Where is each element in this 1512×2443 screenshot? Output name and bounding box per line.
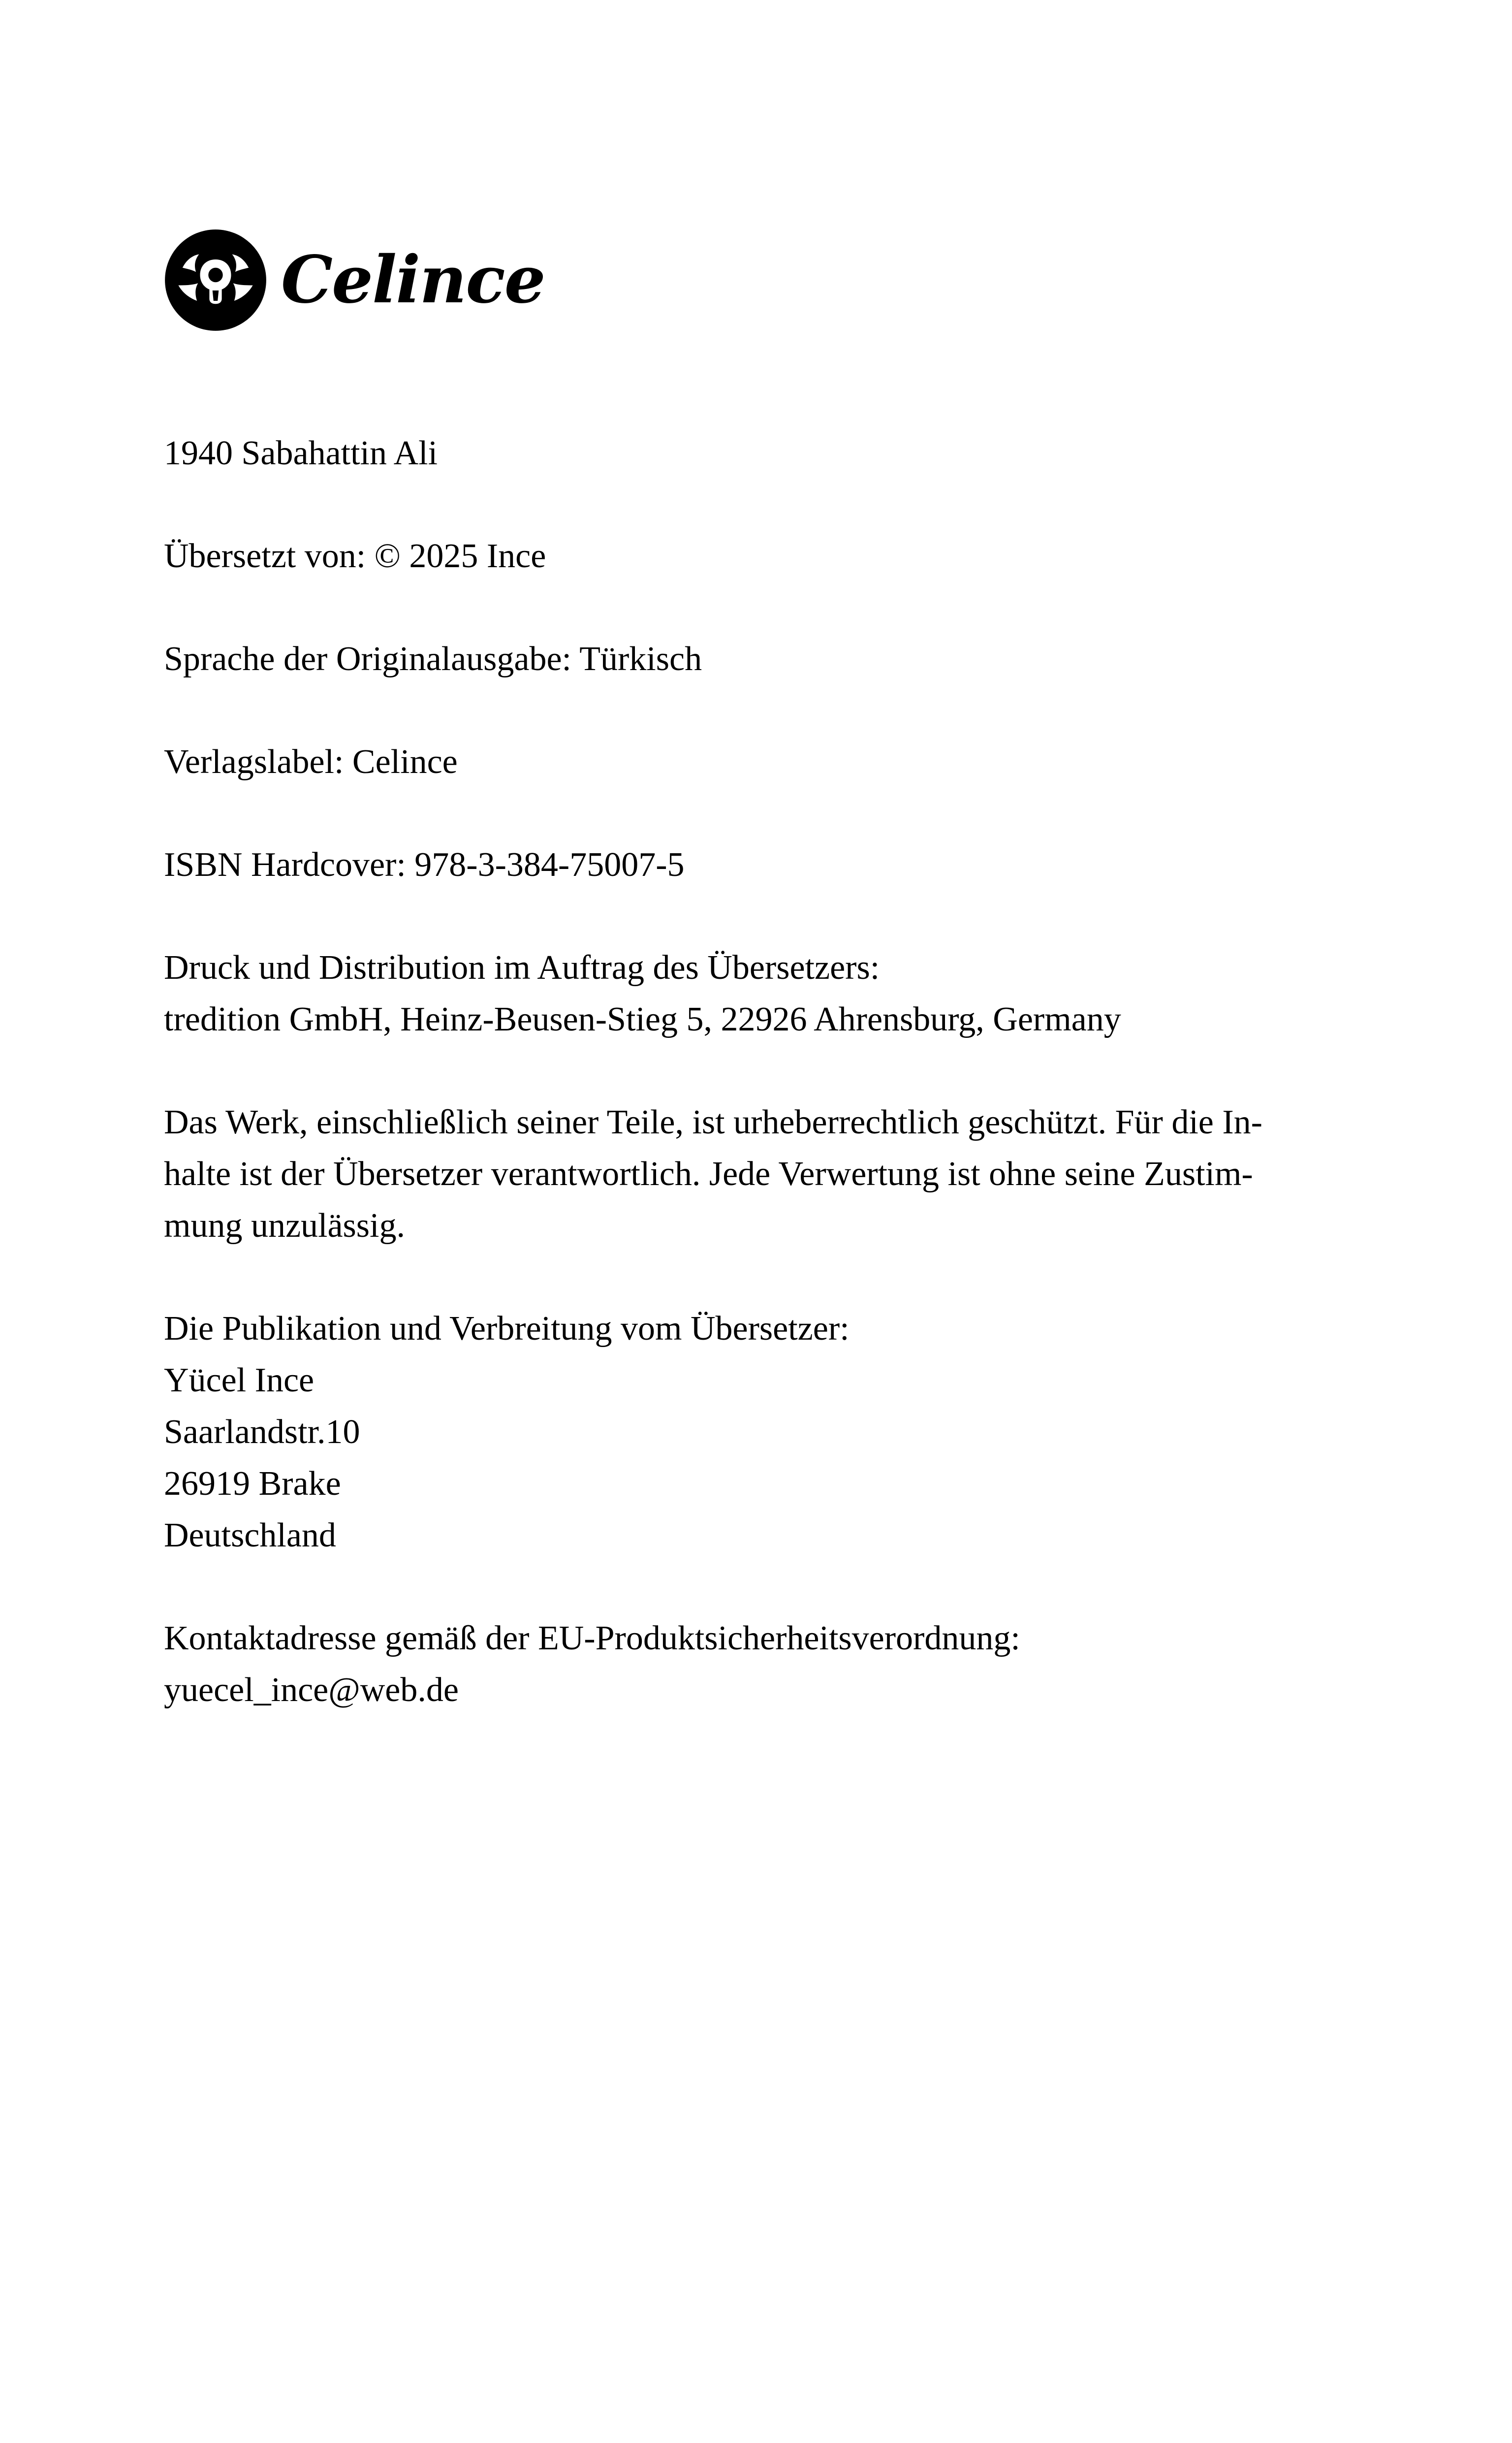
publisher-label-text: Verlagslabel: Celince xyxy=(164,743,458,781)
print-distribution-line: tredition GmbH, Heinz-Beusen-Stieg 5, 22926 Ahrensburg, Germany xyxy=(164,1000,1121,1038)
eu-contact-email: yuecel_ince@web.de xyxy=(164,1671,459,1709)
author-line xyxy=(164,427,1335,479)
translator-text: Übersetzt von: © 2025 Ince xyxy=(164,537,546,575)
publication-contact-line: Saarlandstr.10 xyxy=(164,1413,360,1451)
isbn-line xyxy=(164,839,1335,891)
publication-contact-line: Yücel Ince xyxy=(164,1361,315,1399)
copyright-notice-line: mung unzulässig. xyxy=(164,1207,405,1245)
publisher-name: Celince xyxy=(281,242,545,318)
print-distribution-block xyxy=(164,942,1335,1045)
publication-contact-block xyxy=(164,1303,1335,1561)
celince-crest-icon xyxy=(164,228,267,332)
publisher-logo xyxy=(164,226,545,334)
publication-contact-line: Deutschland xyxy=(164,1516,336,1554)
isbn-text: ISBN Hardcover: 978-3-384-75007-5 xyxy=(164,846,685,884)
original-language-text: Sprache der Originalausgabe: Türkisch xyxy=(164,640,702,678)
publisher-label-line xyxy=(164,736,1335,788)
eu-contact-block xyxy=(164,1612,1335,1716)
imprint-page xyxy=(164,427,1335,1716)
publication-contact-line: 26919 Brake xyxy=(164,1465,341,1503)
publication-contact-line: Die Publikation und Verbreitung vom Übersetzer: xyxy=(164,1310,850,1348)
eu-contact-line: Kontaktadresse gemäß der EU-Produktsicherheitsverordnung: xyxy=(164,1619,1020,1657)
translator-line xyxy=(164,530,1335,582)
copyright-notice-block xyxy=(164,1096,1335,1252)
copyright-notice-line: halte ist der Übersetzer verantwortlich. Jede Verwertung ist ohne seine Zustim- xyxy=(164,1155,1253,1193)
author-text: 1940 Sabahattin Ali xyxy=(164,434,438,472)
original-language-line xyxy=(164,633,1335,685)
print-distribution-line: Druck und Distribution im Auftrag des Übersetzers: xyxy=(164,949,880,987)
copyright-notice-line: Das Werk, einschließlich seiner Teile, ist urheberrechtlich geschützt. Für die In- xyxy=(164,1103,1262,1141)
